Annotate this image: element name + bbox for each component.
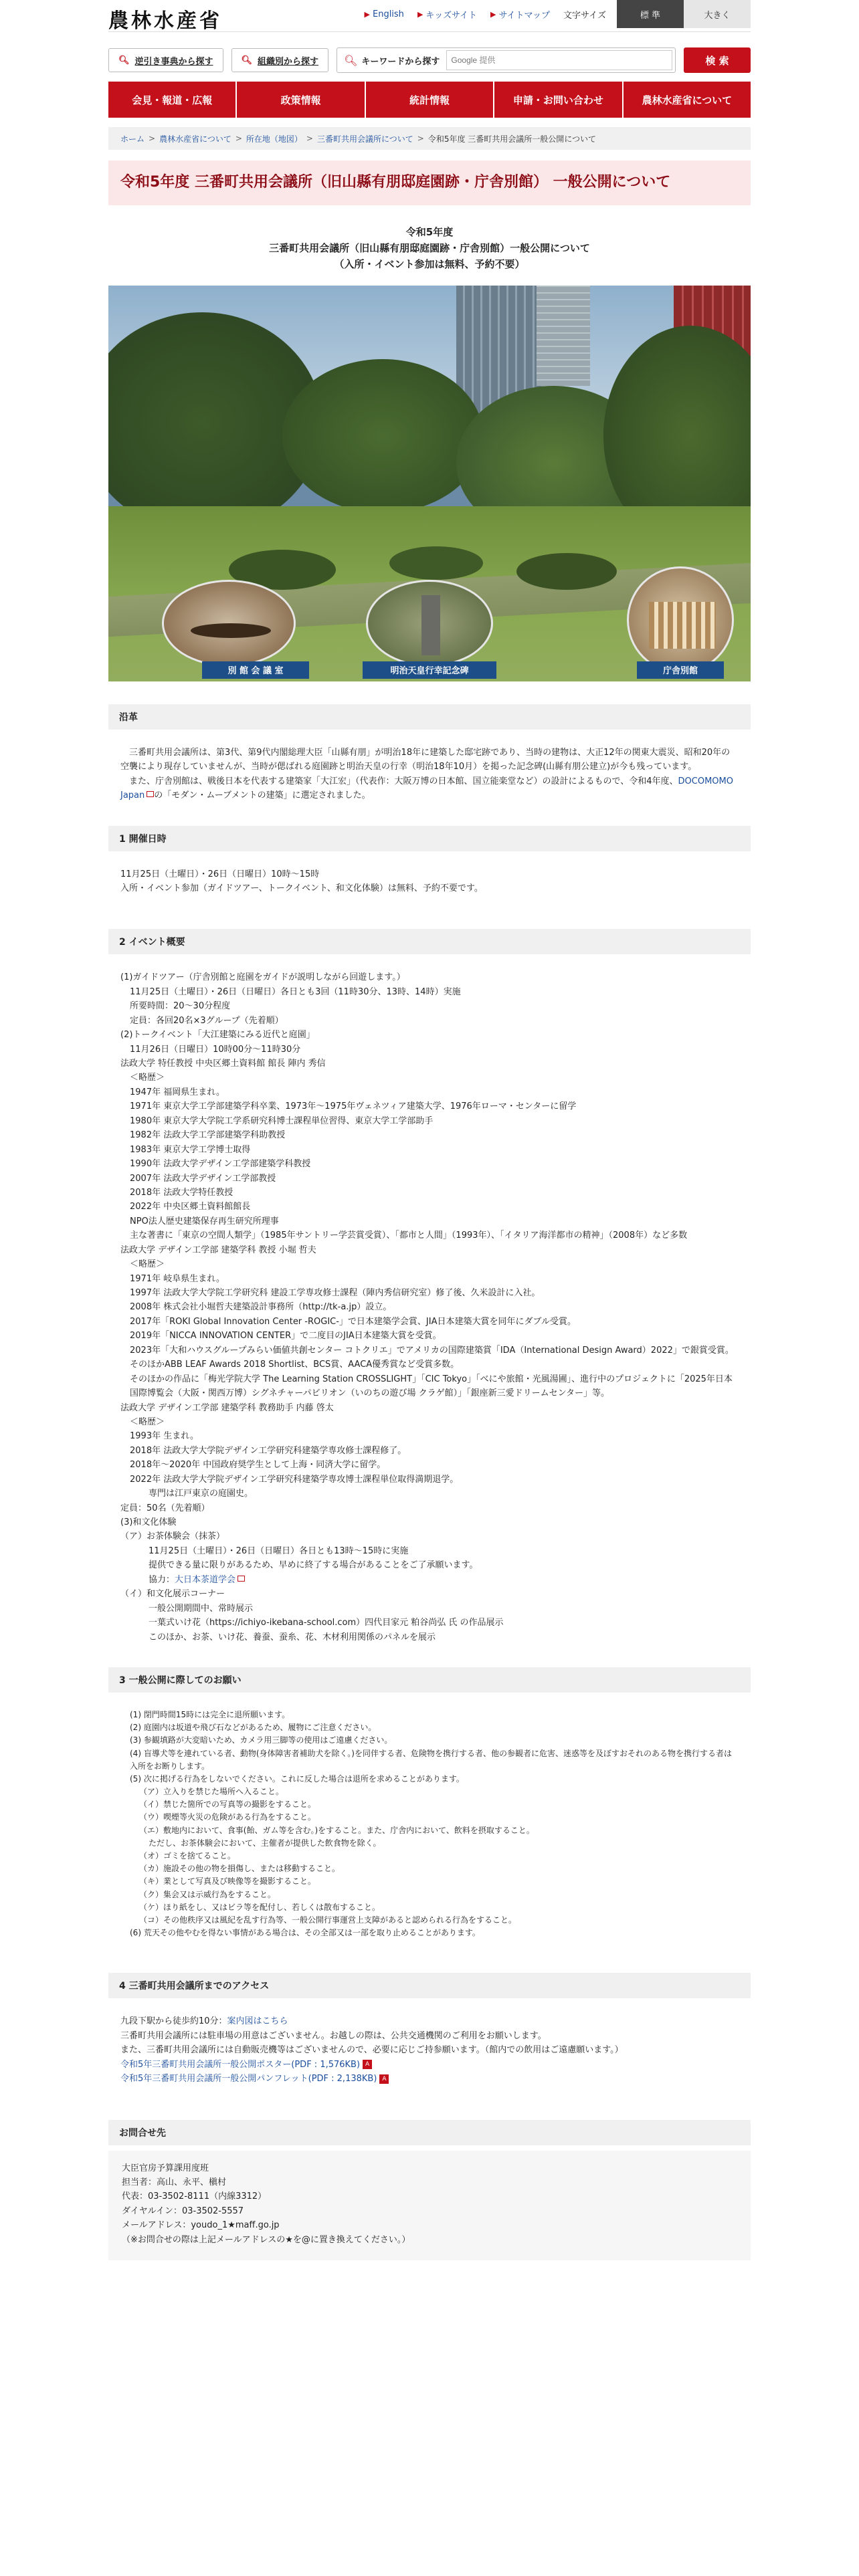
rule-subitem: （イ）禁じた箇所での写真等の撮影をすること。 xyxy=(139,1800,316,1810)
sitemap-link-label: サイトマップ xyxy=(498,10,551,21)
section-heading-events: 2 イベント概要 xyxy=(108,929,751,954)
bio-item: 1982年 法政大学工学部建築学科助教授 xyxy=(130,1130,286,1141)
photo-monument xyxy=(421,595,440,655)
search-icon: 🔍︎ xyxy=(118,55,130,66)
subhead-line: 三番町共用会議所（旧山縣有朋邸庭園跡・庁舎別館）一般公開について xyxy=(269,241,590,254)
annex-building-inset-photo xyxy=(627,566,734,673)
exhibit-heading: （イ）和文化展示コーナー xyxy=(120,1589,225,1600)
rule-subitem: （キ）業として写真及び映像等を撮影すること。 xyxy=(139,1876,316,1887)
speaker-name: 法政大学 デザイン工学部 建築学科 教務助手 内藤 啓太 xyxy=(120,1402,334,1413)
nav-item-press[interactable]: 会見・報道・広報 xyxy=(108,82,235,118)
pdf-icon: A xyxy=(379,2074,389,2084)
pdf-icon: A xyxy=(363,2060,372,2069)
exhibit-line: 一葉式いけ花（https://ichiyo-ikebana-school.com）四代目家元 粕谷尚弘 氏 の作品展示 xyxy=(149,1618,504,1628)
external-link-icon xyxy=(147,791,154,797)
kids-site-link-label: キッズサイト xyxy=(425,10,477,21)
bio-item: そのほかABB LEAF Awards 2018 Shortlist、BCS賞、AACA優秀賞など受賞多数。 xyxy=(130,1360,460,1370)
tea-line: 提供できる量に限りがあるため、早めに終了する場合があることをご了承願います。 xyxy=(149,1560,478,1571)
monument-inset-photo xyxy=(366,580,493,667)
photo-shrub xyxy=(516,553,617,590)
meeting-room-inset-photo xyxy=(162,580,296,667)
bio-item: 2008年 株式会社小堀哲夫建築設計事務所（http://tk-a.jp）設立。 xyxy=(130,1302,392,1313)
bio-item: 1947年 福岡県生まれ。 xyxy=(130,1087,225,1097)
section-heading-access: 4 三番町共用会議所までのアクセス xyxy=(108,1973,751,1998)
arrow-icon: ▶ xyxy=(364,9,370,19)
breadcrumb-home[interactable]: ホーム xyxy=(120,134,145,144)
arrow-icon: ▶ xyxy=(490,9,496,19)
arrow-icon: ▶ xyxy=(417,9,423,19)
bio-item: 1971年 東京大学工学部建築学科卒業、1973年～1975年ヴェネツィア建築大学、1976年ローマ・センターに留学 xyxy=(130,1101,577,1112)
dictionary-search-label: 逆引き事典から探す xyxy=(134,56,213,67)
photo-tree xyxy=(282,359,483,513)
bio-label: ＜略歴＞ xyxy=(130,1416,165,1427)
org-search-button[interactable] xyxy=(231,48,329,72)
photo-building-facade xyxy=(649,602,716,649)
bio-label: ＜略歴＞ xyxy=(130,1073,165,1083)
search-icon: 🔍︎ xyxy=(344,53,358,67)
culture-heading: (3)和文化体験 xyxy=(120,1517,177,1528)
rule-subitem: （カ）施設その他の物を損傷し、または移動すること。 xyxy=(139,1864,341,1874)
hero-caption-meeting-room: 別 館 会 議 室 xyxy=(202,661,309,679)
bio-item: 2018年 法政大学大学院デザイン工学研究科建築学専攻修士課程修了。 xyxy=(130,1445,407,1456)
rule-subitem: （ア）立入りを禁じた場所へ入ること。 xyxy=(139,1787,284,1797)
section-heading-rules: 3 一般公開に際してのお願い xyxy=(108,1667,751,1693)
english-link-label: English xyxy=(372,9,404,19)
speaker-bio xyxy=(120,1085,739,1243)
schedule-line: 11月25日（土曜日）・26日（日曜日）10時～15時 xyxy=(120,869,320,879)
tea-line: 11月25日（土曜日）・26日（日曜日）各日とも13時～15時に実施 xyxy=(149,1545,409,1556)
bio-item: 1990年 法政大学デザイン工学部建築学科教授 xyxy=(130,1159,311,1170)
speaker-name: 法政大学 特任教授 中央区郷土資料館 館長 陣内 秀信 xyxy=(120,1059,326,1069)
rule-subitem: （ウ）喫煙等火災の危険がある行為をすること。 xyxy=(139,1812,316,1822)
breadcrumb-separator: > xyxy=(235,134,242,143)
pamphlet-pdf-link[interactable]: 令和5年三番町共用会議所一般公開パンフレット(PDF : 2,138KB) xyxy=(120,2074,377,2084)
poster-pdf-link[interactable]: 令和5年三番町共用会議所一般公開ポスター(PDF : 1,576KB) xyxy=(120,2059,361,2070)
font-size-label: 文字サイズ xyxy=(563,10,606,21)
hero-caption-monument: 明治天皇行幸記念碑 xyxy=(363,661,496,679)
rule-item: (6) 荒天その他やむを得ない事情がある場合は、その全部又は一部を取り止めることがあります。 xyxy=(130,1928,480,1938)
english-link[interactable] xyxy=(365,9,404,19)
font-size-large-button[interactable]: 大きく xyxy=(684,0,751,28)
section-heading-history: 沿革 xyxy=(108,704,751,730)
bio-item: 1997年 法政大学大学院工学研究科 建設工学専攻修士課程（陣内秀信研究室）修了後、久米設計に入社。 xyxy=(130,1288,541,1299)
access-station: 九段下駅から徒歩約10分： xyxy=(120,2016,227,2027)
utility-nav xyxy=(365,0,751,28)
rule-subitem: （ケ）ほり紙をし、又はビラ等を配付し、若しくは散布すること。 xyxy=(139,1902,381,1912)
history-paragraph: 三番町共用会議所は、第3代、第9代内閣総理大臣「山縣有朋」が明治18年に建築した邸宅跡であり、当時の建物は、大正12年の関東大震災、昭和20年の空襲により現存していませんが、当時が偲ばれる庭園跡と明治天皇の行幸（明治18年10月）を掲った記念碑(山縣有朋公建立)が今も残っています。 xyxy=(120,747,731,772)
bio-item: 2023年「大和ハウスグループみらい価値共創センター コトクリエ」でアメリカの国際建築賞「IDA（International Design Award）2022」で銀賞受賞。 xyxy=(130,1345,734,1356)
speaker-bio xyxy=(120,1429,739,1501)
search-input[interactable] xyxy=(446,50,672,70)
rules-section xyxy=(108,1709,751,1939)
rule-subitem: ただし、お茶体験会において、主催者が提供した飲食物を除く。 xyxy=(149,1838,381,1848)
talk-line: 11月26日（日曜日）10時00分～11時30分 xyxy=(130,1044,301,1055)
org-search-label: 組織別から探す xyxy=(258,56,319,67)
talk-capacity: 定員：50名（先着順） xyxy=(120,1503,210,1513)
photo-building xyxy=(537,286,590,386)
search-submit-button[interactable]: 検 索 xyxy=(684,47,751,73)
breadcrumb-location[interactable]: 所在地（地図） xyxy=(246,134,302,144)
bio-item: 2022年 法政大学大学院デザイン工学研究科建築学専攻博士課程単位取得満期退学。 xyxy=(130,1474,459,1485)
tour-line: 11月25日（土曜日）・26日（日曜日）各日とも3回（11時30分、13時、14時）実施 xyxy=(130,986,461,997)
bio-item: 主な著書に「東京の空間人類学」（1985年サントリー学芸賞受賞）、「都市と人間」（1993年）、「イタリア海洋都市の精神」（2008年）など多数 xyxy=(130,1230,688,1241)
bio-item: そのほかの作品に「梅光学院大学 The Learning Station CROSSLIGHT」「CIC Tokyo」「べにや旅館・光風湯圃」、進行中のプロジェクトに「2025年日本国際博覧会（大阪・関西万博）シグネチャーパビリオン（いのちの遊び場 クラゲ館）」「銀座新三愛ドリームセンター」等。 xyxy=(130,1374,733,1399)
bio-label: ＜略歴＞ xyxy=(130,1259,165,1270)
breadcrumb-sanbancho[interactable]: 三番町共用会議所について xyxy=(316,134,413,144)
bio-item: 2007年 法政大学デザイン工学部教授 xyxy=(130,1173,276,1184)
keyword-search-label: キーワードから探す xyxy=(361,56,440,67)
site-header xyxy=(108,0,751,32)
bio-item: 2017年「ROKI Global Innovation Center -ROGIC-」で日本建築学会賞、JIA日本建築大賞を同年にダブル受賞。 xyxy=(130,1316,576,1327)
subhead-line: 令和5年度 xyxy=(405,225,454,238)
history-paragraph: の「モダン・ムーブメントの建築」に選定されました。 xyxy=(154,790,371,801)
history-section xyxy=(108,746,751,803)
access-section xyxy=(108,2014,751,2086)
contact-email: メールアドレス：youdo_1★maff.go.jp xyxy=(122,2220,280,2231)
breadcrumb-separator: > xyxy=(149,134,156,143)
breadcrumb-separator: > xyxy=(306,134,313,143)
contact-dial-in: ダイヤルイン：03-3502-5557 xyxy=(122,2206,244,2216)
breadcrumb-about[interactable]: 農林水産省について xyxy=(159,134,231,144)
rule-subitem: （エ）敷地内において、食事(飴、ガム等を含む。)をすること。また、庁舎内において、飲料を摂取すること。 xyxy=(139,1825,535,1835)
tea-coop-label: 協力： xyxy=(149,1574,175,1585)
photo-shrub xyxy=(389,546,483,580)
external-link-icon xyxy=(237,1576,245,1582)
search-icon: 🔍︎ xyxy=(241,55,253,66)
contact-tel: 代表：03-3502-8111（内線3312） xyxy=(122,2191,267,2202)
speaker-name: 法政大学 デザイン工学部 建築学科 教授 小堀 哲夫 xyxy=(120,1245,316,1255)
exhibit-line: このほか、お茶、いけ花、養蚕、蚕糸、花、木材利用関係のパネルを展示 xyxy=(149,1632,436,1642)
photo-table xyxy=(191,623,271,638)
talk-heading: (2)トークイベント「大江建築にみる近代と庭園」 xyxy=(120,1030,315,1041)
bio-item: 2019年「NICCA INNOVATION CENTER」で二度目のJIA日本建築大賞を受賞。 xyxy=(130,1331,442,1341)
contact-staff: 担当者：高山、永平、槇村 xyxy=(122,2177,227,2187)
kids-site-link[interactable] xyxy=(417,8,477,21)
docomomo-link[interactable]: DOCOMOMO Japan xyxy=(120,776,733,801)
tea-society-link[interactable]: 大日本茶道学会 xyxy=(175,1574,236,1585)
speaker-bio xyxy=(120,1272,739,1401)
nav-item-about[interactable]: 農林水産省について xyxy=(622,82,751,118)
page-title: 令和5年度 三番町共用会議所（旧山縣有朋邸庭園跡・庁舎別館） 一般公開について xyxy=(108,160,751,205)
subhead-line: （入所・イベント参加は無料、予約不要） xyxy=(334,257,525,270)
dictionary-search-button[interactable] xyxy=(108,48,223,72)
bio-item: NPO法人歴史建築保存再生研究所理事 xyxy=(130,1216,279,1226)
bio-item: 2018年 法政大学特任教授 xyxy=(130,1187,233,1198)
breadcrumb-separator: > xyxy=(417,134,424,143)
bio-item: 1971年 岐阜県生まれ。 xyxy=(130,1273,225,1284)
bio-item: 専門は江戸東京の庭園史。 xyxy=(149,1489,254,1499)
bio-item: 2018年～2020年 中国政府奨学生として上海・同済大学に留学。 xyxy=(130,1460,386,1471)
site-logo[interactable]: 農林水産省 xyxy=(108,9,222,33)
access-paragraph: 三番町共用会議所には駐車場の用意はございません。お越しの際は、公共交通機関のご利用をお願いします。 xyxy=(120,2030,547,2041)
tour-line: 所要時間：20～30分程度 xyxy=(130,1001,231,1012)
tea-heading: （ア）お茶体験会（抹茶） xyxy=(120,1531,225,1542)
global-nav xyxy=(108,82,751,118)
bio-item: 1993年 生まれ。 xyxy=(130,1431,199,1442)
events-section xyxy=(108,970,751,1644)
breadcrumb xyxy=(108,127,751,150)
bio-item: 1983年 東京大学工学博士取得 xyxy=(130,1144,251,1155)
hero-photo xyxy=(108,286,751,681)
rule-item: (4) 盲導犬等を連れている者、動物(身体障害者補助犬を除く。)を同伴する者、危険物を携行する者、他の参観者に危害、迷惑等を及ぼすおそれのある物を携行する者は入所をお断りします。 xyxy=(130,1748,732,1771)
hero-caption-annex: 庁舎別館 xyxy=(637,661,724,679)
section-heading-contact: お問合せ先 xyxy=(108,2120,751,2145)
bio-item: 1980年 東京大学大学院工学系研究科博士課程単位習得、東京大学工学部助手 xyxy=(130,1115,434,1126)
tour-heading: (1)ガイドツアー（庁舎別館と庭園をガイドが説明しながら回遊します。） xyxy=(120,972,405,983)
sitemap-link[interactable] xyxy=(490,8,550,21)
font-size-standard-button[interactable]: 標 準 xyxy=(617,0,684,28)
rule-item: (3) 参観填路が大変暗いため、カメラ用三脚等の使用はご遠慮ください。 xyxy=(130,1735,393,1745)
schedule-section xyxy=(108,867,751,896)
rule-subitem: （ク）集会又は示威行為をすること。 xyxy=(139,1889,276,1899)
schedule-line: 入所・イベント参加（ガイドツアー、トークイベント、和文化体験）は無料、予約不要です。 xyxy=(120,883,483,893)
tour-line: 定員：各回20名×3グループ（先着順） xyxy=(130,1015,284,1026)
contact-box xyxy=(108,2151,751,2261)
nav-item-statistics[interactable]: 統計情報 xyxy=(365,82,493,118)
exhibit-line: 一般公開期間中、常時展示 xyxy=(149,1603,254,1614)
search-bar xyxy=(108,43,751,78)
keyword-search xyxy=(337,47,676,73)
contact-note: （※お問合せの際は上記メールアドレスの★を@に置き換えてください。） xyxy=(122,2234,411,2245)
rule-item: (2) 庭園内は坂道や飛び石などがあるため、履物にご注意ください。 xyxy=(130,1723,377,1733)
contact-department: 大臣官房予算課用度班 xyxy=(122,2163,209,2173)
breadcrumb-current: 令和5年度 三番町共用会議所一般公開について xyxy=(427,134,597,144)
page-subheading xyxy=(108,224,751,272)
rule-subitem: （オ）ゴミを捨てること。 xyxy=(139,1851,236,1861)
map-link[interactable]: 案内図はこちら xyxy=(227,2016,288,2027)
rule-item: (1) 閉門時間15時には完全に退所願います。 xyxy=(130,1709,290,1719)
nav-item-policy[interactable]: 政策情報 xyxy=(235,82,364,118)
bio-item: 2022年 中央区郷土資料館館長 xyxy=(130,1202,251,1212)
section-heading-schedule: 1 開催日時 xyxy=(108,826,751,851)
rule-item: (5) 次に掲げる行為をしないでください。これに反した場合は退所を求めることがあります。 xyxy=(130,1774,464,1784)
nav-item-applications[interactable]: 申請・お問い合わせ xyxy=(493,82,622,118)
rule-subitem: （コ）その他秩序又は風紀を乱す行為等、一般公開行事運営上支障があると認められる行為をすること。 xyxy=(139,1915,517,1925)
history-paragraph: また、庁舎別館は、戦後日本を代表する建築家「大江宏」（代表作：大阪万博の日本館、国立能楽堂など）の設計によるもので、令和4年度、 xyxy=(120,776,678,786)
access-paragraph: また、三番町共用会議所には自動販売機等はございませんので、必要に応じご持参願います。（館内での飲用はご遠慮願います。） xyxy=(120,2045,624,2056)
